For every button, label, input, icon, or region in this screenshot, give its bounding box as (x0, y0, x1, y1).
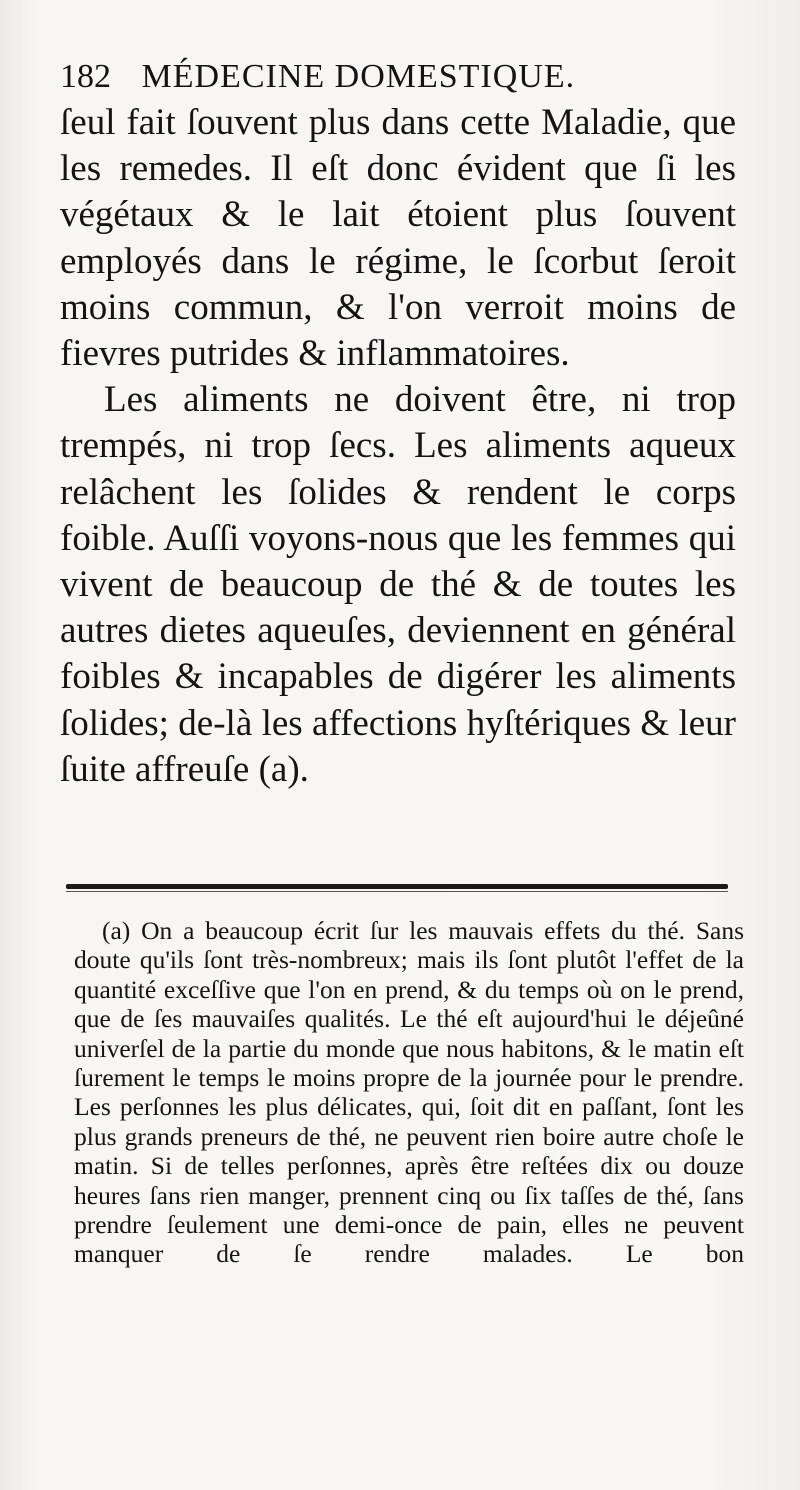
paragraph-2: Les aliments ne doivent être, ni trop trempés, ni trop ſecs. Les aliments aqueux relâchent les ſolides & rendent le corps foible. Auſſi voyons-nous que les femmes qui vivent de beaucoup de thé & de toutes les autres dietes aqueuſes, deviennent en général foibles & incapables de digérer les aliments ſolides; de-là les affections hyſtériques & leur ſuite affreuſe (a). (60, 379, 736, 790)
main-text (60, 100, 736, 793)
page-number: 182 (60, 58, 111, 95)
running-title: MÉDECINE DOMESTIQUE. (141, 58, 576, 95)
footnote (74, 916, 744, 1269)
footnote-rule-thin (66, 891, 728, 892)
footnote-rule (66, 884, 728, 889)
running-header (60, 52, 750, 102)
paragraph-1: ſeul fait ſouvent plus dans cette Maladie, que les remedes. Il eſt donc évident que ſi les végétaux & le lait étoient plus ſouvent employés dans le régime, le ſcorbut ſeroit moins commun, & l'on verroit moins de fievres putrides & inflammatoires. (60, 102, 736, 375)
footnote-text: (a) On a beaucoup écrit ſur les mauvais effets du thé. Sans doute qu'ils ſont très-nombreux; mais ils ſont plutôt l'effet de la quantité exceſſive que l'on en prend, & du temps où on le prend, que de ſes mauvaiſes qualités. Le thé eſt aujourd'hui le déjeûné univerſel de la partie du monde que nous habitons, & le matin eſt ſurement le temps le moins propre de la journée pour le prendre. Les perſonnes les plus délicates, qui, ſoit dit en paſſant, ſont les plus grands preneurs de thé, ne peuvent rien boire autre choſe le matin. Si de telles perſonnes, après être reſtées dix ou douze heures ſans rien manger, prennent cinq ou ſix taſſes de thé, ſans prendre ſeulement une demi-once de pain, elles ne peuvent manquer de ſe rendre malades. Le bon (74, 916, 744, 1269)
